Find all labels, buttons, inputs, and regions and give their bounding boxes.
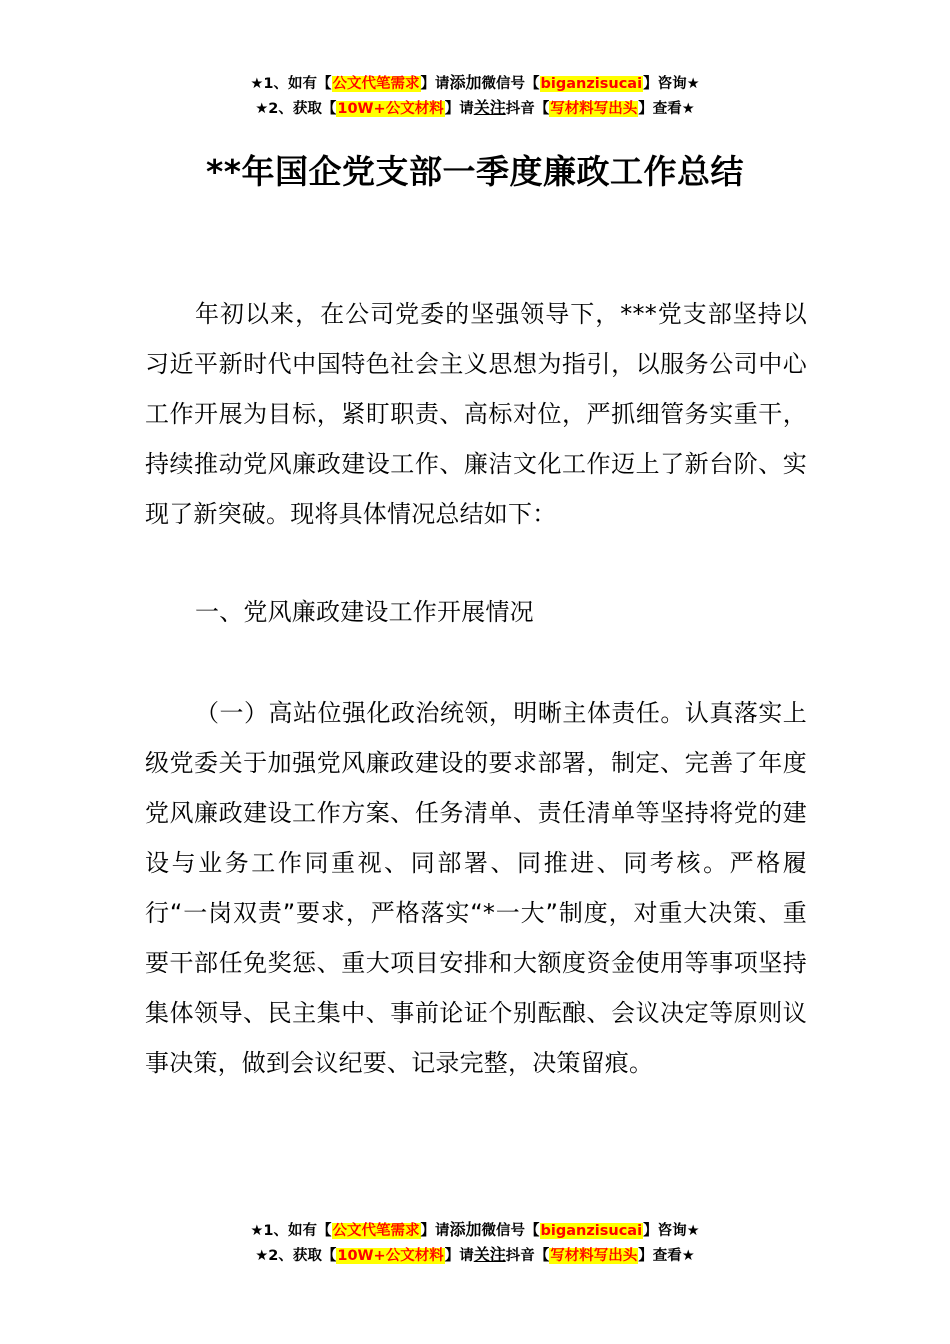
promo-text: 抖音【 — [505, 101, 550, 117]
promo-text: ★2、获取【 — [255, 1248, 337, 1264]
promo-text: 抖音【 — [505, 1248, 550, 1264]
promo-highlight: 10W+公文材料 — [337, 101, 444, 117]
promo-text: 微信号【 — [481, 1223, 540, 1239]
promo-text: 】请 — [420, 1223, 450, 1239]
promo-text: 】请 — [444, 1248, 474, 1264]
promo-text: 】咨询★ — [643, 1223, 700, 1239]
promo-text: 】查看★ — [638, 1248, 695, 1264]
promo-text: 微信号【 — [481, 76, 540, 92]
promo-text: ★2、获取【 — [255, 101, 337, 117]
promo-emphasis: 添加 — [449, 1220, 482, 1239]
promo-highlight: 10W+公文材料 — [337, 1248, 444, 1264]
promo-highlight: 公文代笔需求 — [332, 76, 420, 92]
promo-line-2 — [0, 1243, 950, 1268]
promo-highlight-douyin: 写材料写出头 — [550, 1248, 638, 1264]
promo-text: 】咨询★ — [643, 76, 700, 92]
section-heading: 一、党风廉政建设工作开展情况 — [195, 598, 534, 626]
header-promo-banner — [0, 71, 950, 121]
promo-emphasis: 关注 — [473, 98, 506, 117]
promo-emphasis: 关注 — [473, 1245, 506, 1264]
section-paragraph: （一）高站位强化政治统领，明晰主体责任。认真落实上级党委关于加强党风廉政建设的要求部署，制定、完善了年度党风廉政建设工作方案、任务清单、责任清单等坚持将党的建设与业务工作同重视、同部署、同推进、同考核。严格履行“一岗双责”要求，严格落实“*一大”制度，对重大决策、重要干部任免奖惩、重大项目安排和大额度资金使用等事项坚持集体领导、民主集中、事前论证个别酝酿、会议决定等原则议事决策，做到会议纪要、记录完整，决策留痕。 — [145, 699, 807, 1077]
promo-line-1 — [0, 1218, 950, 1243]
promo-line-1 — [0, 71, 950, 96]
document-title: **年国企党支部一季度廉政工作总结 — [205, 152, 744, 191]
intro-paragraph: 年初以来，在公司党委的坚强领导下，***党支部坚持以习近平新时代中国特色社会主义思想为指引，以服务公司中心工作开展为目标，紧盯职责、高标对位，严抓细管务实重干，持续推动党风廉政建设工作、廉洁文化工作迈上了新台阶、实现了新突破。现将具体情况总结如下： — [145, 300, 807, 528]
promo-highlight-wechat: biganzisucai — [540, 1223, 643, 1239]
promo-highlight-douyin: 写材料写出头 — [550, 101, 638, 117]
promo-emphasis: 添加 — [449, 73, 482, 92]
promo-highlight-wechat: biganzisucai — [540, 76, 643, 92]
footer-promo-banner — [0, 1218, 950, 1268]
promo-text: ★1、如有【 — [250, 76, 332, 92]
promo-text: ★1、如有【 — [250, 1223, 332, 1239]
promo-text: 】查看★ — [638, 101, 695, 117]
promo-text: 】请 — [444, 101, 474, 117]
promo-highlight: 公文代笔需求 — [332, 1223, 420, 1239]
promo-text: 】请 — [420, 76, 450, 92]
promo-line-2 — [0, 96, 950, 121]
